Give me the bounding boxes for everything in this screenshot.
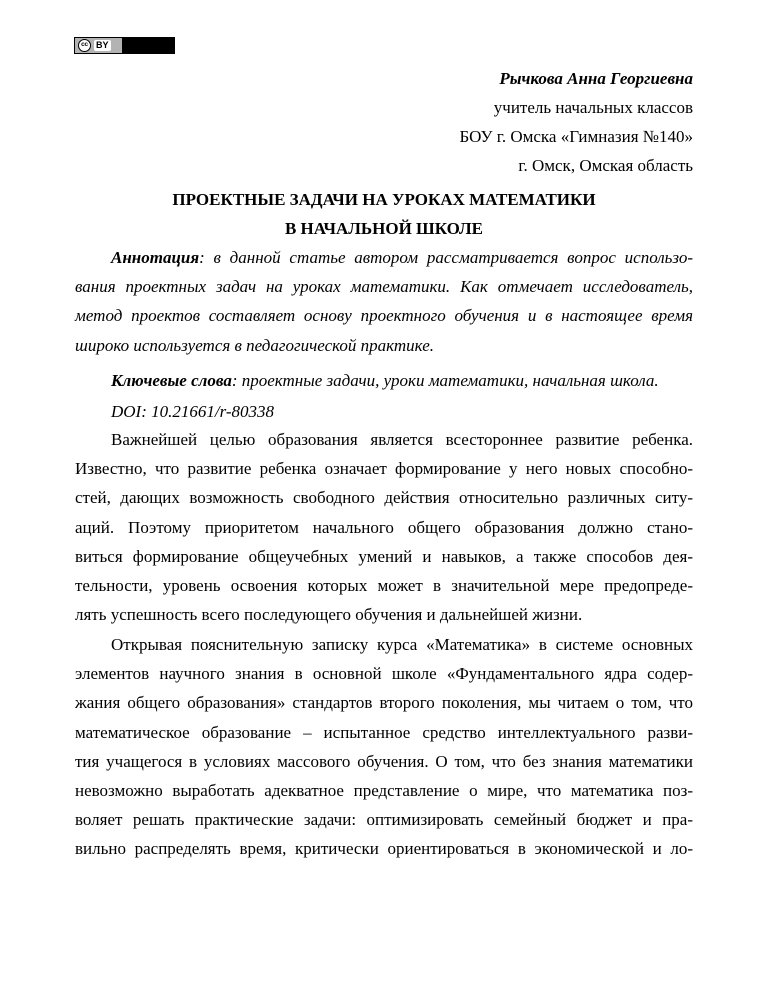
paragraph-2-line: вильно распределять время, критически ориентироваться в экономической и ло- — [75, 839, 693, 859]
abstract-line-2: вания проектных задач на уроках математики. Как отмечает исследователь, — [75, 277, 693, 297]
paragraph-2-line: математическое образование – испытанное средство интеллектуального разви- — [75, 722, 693, 742]
abstract-label: Аннотация — [111, 248, 200, 267]
keywords-label: Ключевые слова — [111, 371, 232, 390]
doi-line: DOI: 10.21661/r-80338 — [111, 402, 275, 421]
article-title-line-2: В НАЧАЛЬНОЙ ШКОЛЕ — [284, 219, 484, 238]
keywords — [75, 366, 693, 395]
author-organization: БОУ г. Омска «Гимназия №140» — [459, 127, 693, 146]
paragraph-1-line: лять успешность всего последующего обучения и дальнейшей жизни. — [75, 605, 583, 625]
paragraph-1-line: аций. Поэтому приоритетом начального общего образования должно стано- — [75, 517, 693, 537]
paragraph-2-line: воляет решать практические задачи: оптимизировать семейный бюджет и пра- — [75, 810, 693, 830]
abstract-line-3: метод проектов составляет основу проектного обучения и в настоящее время — [75, 306, 693, 326]
abstract — [75, 243, 693, 360]
author-position: учитель начальных классов — [493, 98, 693, 117]
author-block — [460, 64, 693, 180]
paragraph-2-line: тия учащегося в условиях массового обучения. О том, что без знания математики — [75, 751, 693, 771]
cc-by-label: BY — [96, 40, 109, 50]
paragraph-1-line: тельности, уровень освоения которых может в значительной мере предопреде- — [75, 576, 693, 596]
paragraph-2-line: Открывая пояснительную записку курса «Математика» в системе основных — [111, 635, 693, 654]
paragraph-2-line: элементов научного знания в основной школе «Фундаментального ядра содер- — [75, 664, 693, 684]
author-location: г. Омск, Омская область — [518, 156, 693, 175]
article-title — [0, 185, 768, 243]
cc-badge-right — [122, 38, 174, 53]
article-title-line-1: ПРОЕКТНЫЕ ЗАДАЧИ НА УРОКАХ МАТЕМАТИКИ — [172, 190, 596, 209]
paragraph-2 — [75, 630, 693, 864]
paragraph-1-line: виться формирование общеучебных умений и навыков, а также способов дея- — [75, 546, 693, 566]
abstract-line-4: широко используется в педагогической практике. — [75, 335, 434, 355]
keywords-line: Ключевые слова: проектные задачи, уроки математики, начальная школа. — [111, 371, 659, 390]
paragraph-1 — [75, 425, 693, 629]
paragraph-2-line: жания общего образования» стандартов второго поколения, мы читаем о том, что — [75, 693, 693, 713]
paragraph-2-line: невозможно выработать адекватное представление о мире, что математика поз- — [75, 781, 693, 801]
author-name: Рычкова Анна Георгиевна — [499, 69, 693, 88]
cc-badge-left — [75, 38, 122, 53]
abstract-line-1: Аннотация: в данной статье автором рассматривается вопрос использо- — [111, 248, 693, 267]
cc-by-license-badge — [74, 37, 175, 54]
paragraph-1-line: Известно, что развитие ребенка означает формирование у него новых способно- — [75, 459, 693, 479]
paragraph-1-line: стей, дающих возможность свободного действия относительно различных ситу- — [75, 488, 693, 508]
paragraph-1-line: Важнейшей целью образования является всестороннее развитие ребенка. — [111, 430, 693, 449]
cc-icon: cc — [78, 39, 91, 52]
doi — [75, 397, 693, 426]
